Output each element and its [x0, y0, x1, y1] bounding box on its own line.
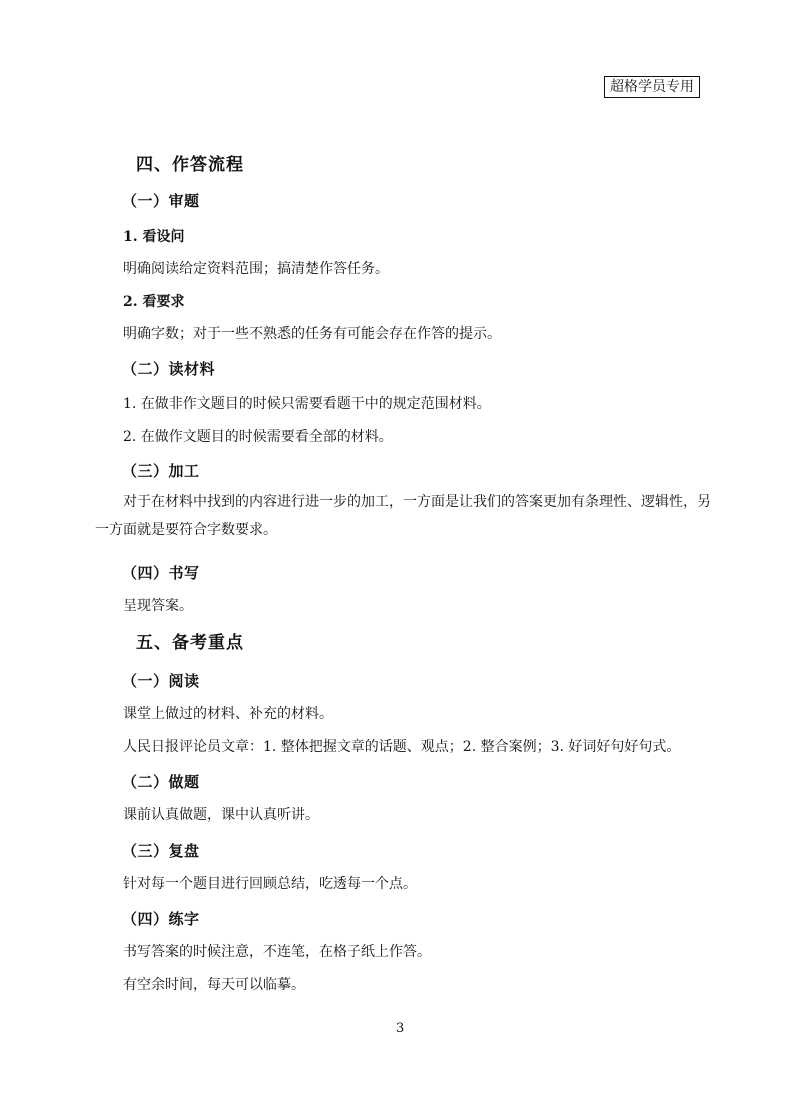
section-4-2-heading: （二）读材料 — [122, 360, 216, 378]
section-5-heading: 五、备考重点 — [136, 633, 244, 653]
section-4-heading: 四、作答流程 — [136, 155, 244, 175]
paragraph: 针对每一个题目进行回顾总结，吃透每一个点。 — [123, 876, 417, 892]
paragraph: 明确字数；对于一些不熟悉的任务有可能会存在作答的提示。 — [123, 326, 501, 342]
section-5-2-heading: （二）做题 — [122, 773, 200, 791]
section-4-4-heading: （四）书写 — [122, 564, 200, 582]
section-5-1-heading: （一）阅读 — [122, 672, 200, 690]
section-4-1-heading: （一）审题 — [122, 192, 200, 210]
paragraph: 呈现答案。 — [123, 598, 193, 614]
paragraph: 有空余时间，每天可以临摹。 — [123, 977, 305, 993]
section-4-3-heading: （三）加工 — [122, 462, 200, 480]
item-look-requirement: 2. 看要求 — [123, 294, 185, 310]
paragraph: 1. 在做非作文题目的时候只需要看题干中的规定范围材料。 — [123, 396, 491, 412]
section-5-3-heading: （三）复盘 — [122, 842, 200, 860]
item-look-question: 1. 看设问 — [123, 229, 185, 245]
section-5-4-heading: （四）练字 — [122, 910, 200, 928]
paragraph: 课前认真做题，课中认真听讲。 — [123, 807, 319, 823]
paragraph: 书写答案的时候注意，不连笔，在格子纸上作答。 — [123, 944, 431, 960]
student-only-badge: 超格学员专用 — [604, 76, 700, 98]
paragraph: 课堂上做过的材料、补充的材料。 — [123, 706, 333, 722]
page-number: 3 — [396, 1021, 405, 1036]
paragraph: 对于在材料中找到的内容进行进一步的加工，一方面是让我们的答案更加有条理性、逻辑性，另一方面就是要符合字数要求。 — [95, 494, 711, 538]
paragraph: 明确阅读给定资料范围；搞清楚作答任务。 — [123, 261, 389, 277]
paragraph: 2. 在做作文题目的时候需要看全部的材料。 — [123, 429, 393, 445]
paragraph: 人民日报评论员文章：1. 整体把握文章的话题、观点；2. 整合案例；3. 好词好句好句式。 — [123, 739, 681, 755]
